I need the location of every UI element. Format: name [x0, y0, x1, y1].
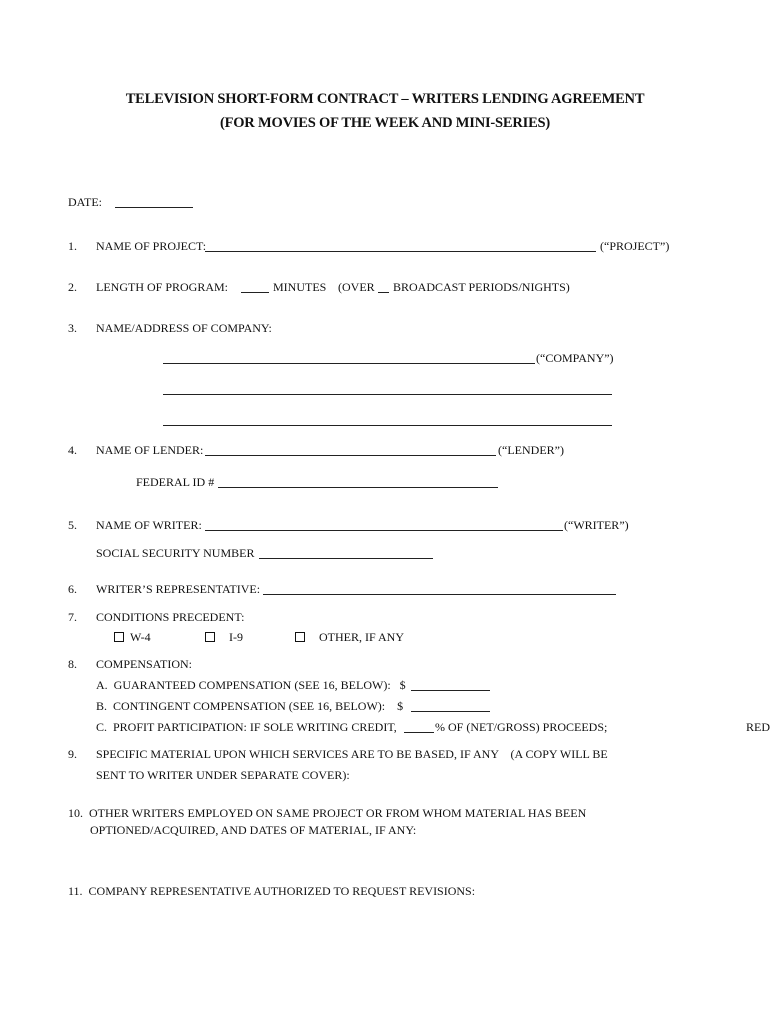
- company-name-field[interactable]: [163, 363, 535, 364]
- item-10-line-2: OPTIONED/ACQUIRED, AND DATES OF MATERIAL, IF ANY:: [90, 823, 417, 837]
- guaranteed-compensation-label: A. GUARANTEED COMPENSATION (SEE 16, BELOW): $: [96, 678, 406, 692]
- writer-representative-field[interactable]: [263, 594, 616, 595]
- i9-checkbox[interactable]: [205, 632, 215, 642]
- item-9-line-2: SENT TO WRITER UNDER SEPARATE COVER):: [96, 768, 350, 782]
- contingent-compensation-field[interactable]: [411, 711, 490, 712]
- profit-percent-field[interactable]: [404, 732, 434, 733]
- w4-label: W-4: [130, 630, 151, 644]
- ssn-field[interactable]: [259, 558, 433, 559]
- profit-participation-label: C. PROFIT PARTICIPATION: IF SOLE WRITING CREDIT,: [96, 720, 397, 734]
- item-11-line-1: 11. COMPANY REPRESENTATIVE AUTHORIZED TO REQUEST REVISIONS:: [68, 884, 476, 898]
- item-3-number: 3.: [68, 321, 77, 335]
- ssn-label: SOCIAL SECURITY NUMBER: [96, 546, 255, 560]
- writer-name-field[interactable]: [205, 530, 563, 531]
- item-1-suffix: (“PROJECT”): [600, 239, 670, 253]
- profit-participation-suffix: % OF (NET/GROSS) PROCEEDS;: [435, 720, 608, 734]
- item-2-number: 2.: [68, 280, 77, 294]
- item-5-number: 5.: [68, 518, 77, 532]
- item-2-periods: BROADCAST PERIODS/NIGHTS): [393, 280, 570, 294]
- item-5-suffix: (“WRITER”): [564, 518, 629, 532]
- company-address-field-1[interactable]: [163, 394, 612, 395]
- item-8-label: COMPENSATION:: [96, 657, 193, 671]
- item-7-label: CONDITIONS PRECEDENT:: [96, 610, 245, 624]
- company-address-field-2[interactable]: [163, 425, 612, 426]
- item-1-number: 1.: [68, 239, 77, 253]
- item-6-number: 6.: [68, 582, 77, 596]
- federal-id-field[interactable]: [218, 487, 498, 488]
- item-3-label: NAME/ADDRESS OF COMPANY:: [96, 321, 272, 335]
- date-field[interactable]: [115, 207, 193, 208]
- item-4-suffix: (“LENDER”): [498, 443, 564, 457]
- item-9-number: 9.: [68, 747, 77, 761]
- truncated-red-text: RED: [746, 720, 770, 734]
- contingent-compensation-label: B. CONTINGENT COMPENSATION (SEE 16, BELOW): $: [96, 699, 404, 713]
- contract-title: TELEVISION SHORT-FORM CONTRACT – WRITERS LENDING AGREEMENT: [125, 91, 645, 107]
- item-10-line-1: 10. OTHER WRITERS EMPLOYED ON SAME PROJECT OR FROM WHOM MATERIAL HAS BEEN: [68, 806, 587, 820]
- other-option[interactable]: [295, 630, 404, 644]
- item-1-label: NAME OF PROJECT:: [96, 239, 207, 253]
- lender-name-field[interactable]: [205, 455, 496, 456]
- item-8-number: 8.: [68, 657, 77, 671]
- item-9-line-1: SPECIFIC MATERIAL UPON WHICH SERVICES ARE TO BE BASED, IF ANY (A COPY WILL BE: [96, 747, 608, 761]
- i9-label: I-9: [229, 630, 243, 644]
- federal-id-label: FEDERAL ID #: [136, 475, 215, 489]
- w4-option[interactable]: [114, 630, 151, 644]
- item-4-number: 4.: [68, 443, 77, 457]
- item-6-label: WRITER’S REPRESENTATIVE:: [96, 582, 261, 596]
- item-2-minutes: MINUTES: [273, 280, 327, 294]
- other-checkbox[interactable]: [295, 632, 305, 642]
- date-label: DATE:: [68, 195, 102, 209]
- broadcast-periods-field[interactable]: [378, 292, 389, 293]
- item-5-label: NAME OF WRITER:: [96, 518, 202, 532]
- contract-subtitle: (FOR MOVIES OF THE WEEK AND MINI-SERIES): [219, 115, 551, 131]
- item-2-over: (OVER: [338, 280, 375, 294]
- guaranteed-compensation-field[interactable]: [411, 690, 490, 691]
- item-4-label: NAME OF LENDER:: [96, 443, 204, 457]
- other-label: OTHER, IF ANY: [319, 630, 405, 644]
- w4-checkbox[interactable]: [114, 632, 124, 642]
- item-7-number: 7.: [68, 610, 77, 624]
- i9-option[interactable]: [205, 630, 243, 644]
- minutes-field[interactable]: [241, 292, 269, 293]
- item-2-label: LENGTH OF PROGRAM:: [96, 280, 229, 294]
- item-3-suffix: (“COMPANY”): [536, 351, 614, 365]
- project-name-field[interactable]: [205, 251, 596, 252]
